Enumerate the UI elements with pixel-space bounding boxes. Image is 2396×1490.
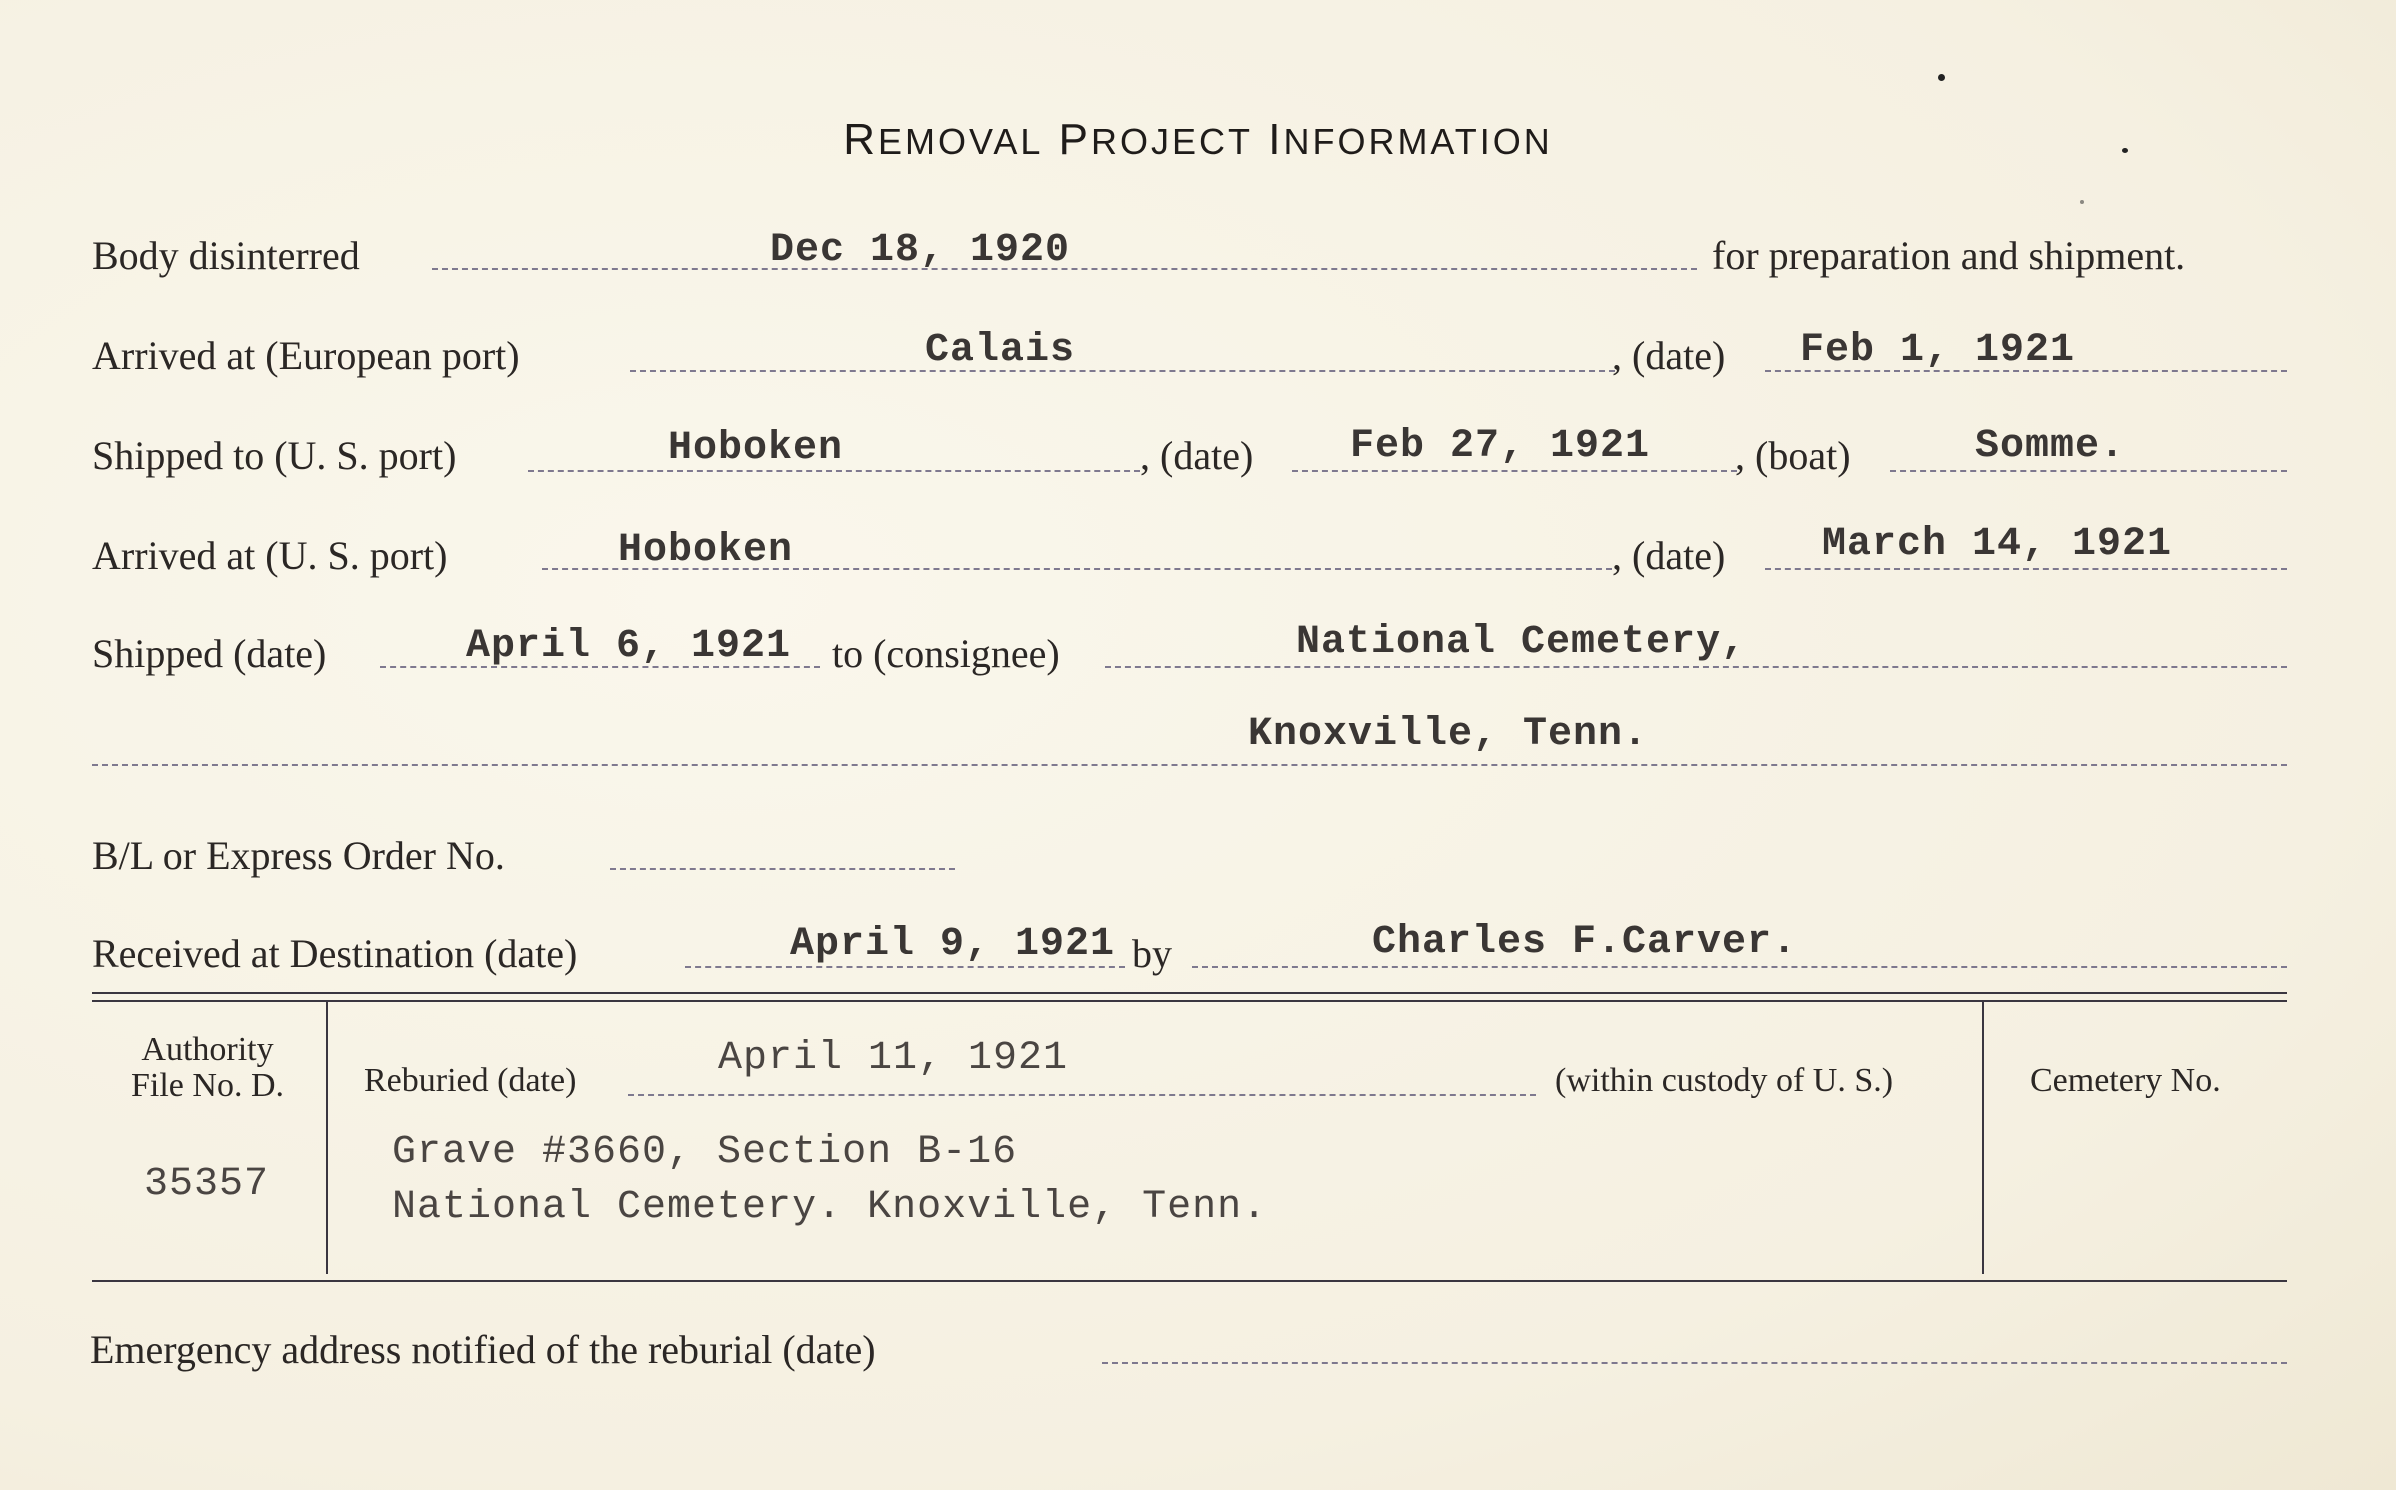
- card-title: [0, 115, 2396, 165]
- authority-value: 35357: [144, 1162, 270, 1207]
- european-port-date: Feb 1, 1921: [1800, 328, 2076, 373]
- consignee-label: to (consignee): [832, 631, 1060, 676]
- cemetery-label: Cemetery No.: [2030, 1062, 2221, 1099]
- shipped-us-boat-label: , (boat): [1735, 433, 1851, 478]
- disinterred-label: Body disinterred: [92, 233, 360, 278]
- bl-line: [610, 868, 955, 870]
- disinterred-value: Dec 18, 1920: [770, 228, 1071, 273]
- arrived-us-date-line: [1765, 568, 2287, 570]
- reburied-value: April 11, 1921: [718, 1036, 1069, 1081]
- title-word2-rest: ROJECT: [1090, 121, 1253, 162]
- consignee-line2: Knoxville, Tenn.: [1248, 712, 1649, 757]
- emergency-line: [1102, 1362, 2287, 1364]
- shipped-us-date: Feb 27, 1921: [1350, 424, 1651, 469]
- grave-line1: Grave #3660, Section B-16: [392, 1130, 1018, 1175]
- shipped-us-date-label: , (date): [1140, 433, 1254, 478]
- consignee-line1: National Cemetery,: [1296, 620, 1747, 665]
- received-date: April 9, 1921: [790, 922, 1116, 967]
- table-divider-2: [1982, 1002, 1984, 1274]
- ink-speck: [2080, 200, 2084, 204]
- table-bottom-rule: [92, 1280, 2287, 1282]
- shipped-us-boat-line: [1890, 470, 2287, 472]
- emergency-label: Emergency address notified of the reburial (date): [90, 1327, 876, 1372]
- european-port-value: Calais: [925, 328, 1076, 373]
- custody-label: (within custody of U. S.): [1555, 1062, 1894, 1099]
- consignee-line-2: [92, 764, 2287, 766]
- arrived-us-value: Hoboken: [618, 528, 794, 573]
- authority-label: [100, 1032, 315, 1103]
- title-word3-cap: I: [1268, 115, 1284, 164]
- shipped-date-label: Shipped (date): [92, 631, 327, 676]
- reburied-line: [628, 1094, 1536, 1096]
- reburied-label: Reburied (date): [364, 1062, 577, 1099]
- bl-label: B/L or Express Order No.: [92, 833, 505, 878]
- title-word3-rest: NFORMATION: [1283, 121, 1553, 162]
- shipped-us-date-line: [1292, 470, 1737, 472]
- title-word2-cap: P: [1058, 115, 1091, 164]
- received-label: Received at Destination (date): [92, 931, 578, 976]
- received-by: Charles F.Carver.: [1372, 920, 1798, 965]
- ink-speck: [1938, 74, 1945, 81]
- table-divider-1: [326, 1002, 328, 1274]
- ink-speck: [2122, 148, 2128, 153]
- authority-label-line1: Authority: [141, 1031, 274, 1068]
- received-by-label: by: [1132, 931, 1172, 976]
- table-top-rule: [92, 992, 2287, 994]
- table-top-rule-2: [92, 1000, 2287, 1002]
- received-by-line: [1192, 966, 2287, 968]
- authority-label-line2: File No. D.: [131, 1066, 284, 1104]
- consignee-line: [1105, 666, 2287, 668]
- title-word1-cap: R: [843, 115, 879, 164]
- title-word1-rest: EMOVAL: [878, 121, 1044, 162]
- arrived-us-date: March 14, 1921: [1822, 522, 2173, 567]
- european-port-label: Arrived at (European port): [92, 333, 520, 378]
- european-port-line: [630, 370, 1615, 372]
- shipped-us-value: Hoboken: [668, 426, 844, 471]
- grave-line2: National Cemetery. Knoxville, Tenn.: [392, 1185, 1268, 1230]
- shipped-date-value: April 6, 1921: [466, 624, 792, 669]
- arrived-us-label: Arrived at (U. S. port): [92, 533, 448, 578]
- disinterred-suffix: for preparation and shipment.: [1712, 233, 2186, 278]
- shipped-us-label: Shipped to (U. S. port): [92, 433, 457, 478]
- arrived-us-date-label: , (date): [1612, 533, 1726, 578]
- european-port-date-label: , (date): [1612, 333, 1726, 378]
- shipped-us-boat: Somme.: [1975, 424, 2126, 469]
